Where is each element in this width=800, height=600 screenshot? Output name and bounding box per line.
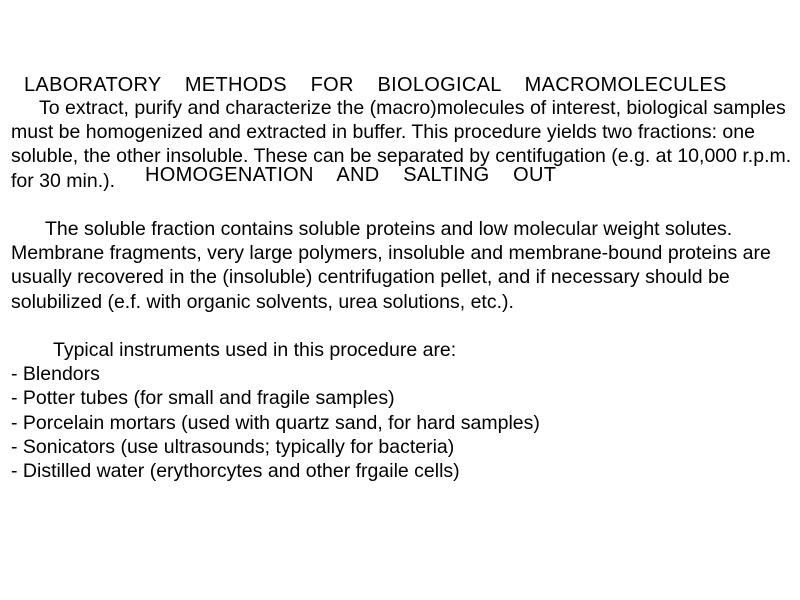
list-item: - Potter tubes (for small and fragile samples) bbox=[11, 387, 395, 410]
title-line-2: HOMOGENATION AND SALTING OUT bbox=[145, 164, 557, 186]
list-item: - Porcelain mortars (used with quartz sand, for hard samples) bbox=[11, 411, 540, 434]
instruments-list bbox=[11, 362, 796, 483]
list-item: - Sonicators (use ultrasounds; typically for bacteria) bbox=[11, 435, 455, 458]
paragraph-extraction: To extract, purify and characterize the (macro)molecules of interest, biological samples must be homogenized and extracted in buffer. This procedure yields two fractions: one soluble, the other insoluble. These can be separated by centifugation (e.g. at 10,000 r.p.m. for 30 min.). bbox=[11, 97, 792, 192]
document-body bbox=[11, 96, 796, 483]
list-item: - Blendors bbox=[11, 363, 100, 386]
list-item: - Distilled water (erythorcytes and other frgaile cells) bbox=[11, 460, 460, 483]
instruments-intro: Typical instruments used in this procedure are: bbox=[53, 339, 457, 361]
title-line-1: LABORATORY METHODS FOR BIOLOGICAL MACROMOLECULES bbox=[24, 74, 727, 96]
paragraph-soluble-fraction: The soluble fraction contains soluble proteins and low molecular weight solutes. Membrane fragments, very large polymers, insoluble and membrane-bound proteins are usually recovered in the (insoluble) centrifugation pellet, and if necessary should be solubilized (e.f. with organic solvents, urea solutions, etc.). bbox=[11, 218, 771, 313]
